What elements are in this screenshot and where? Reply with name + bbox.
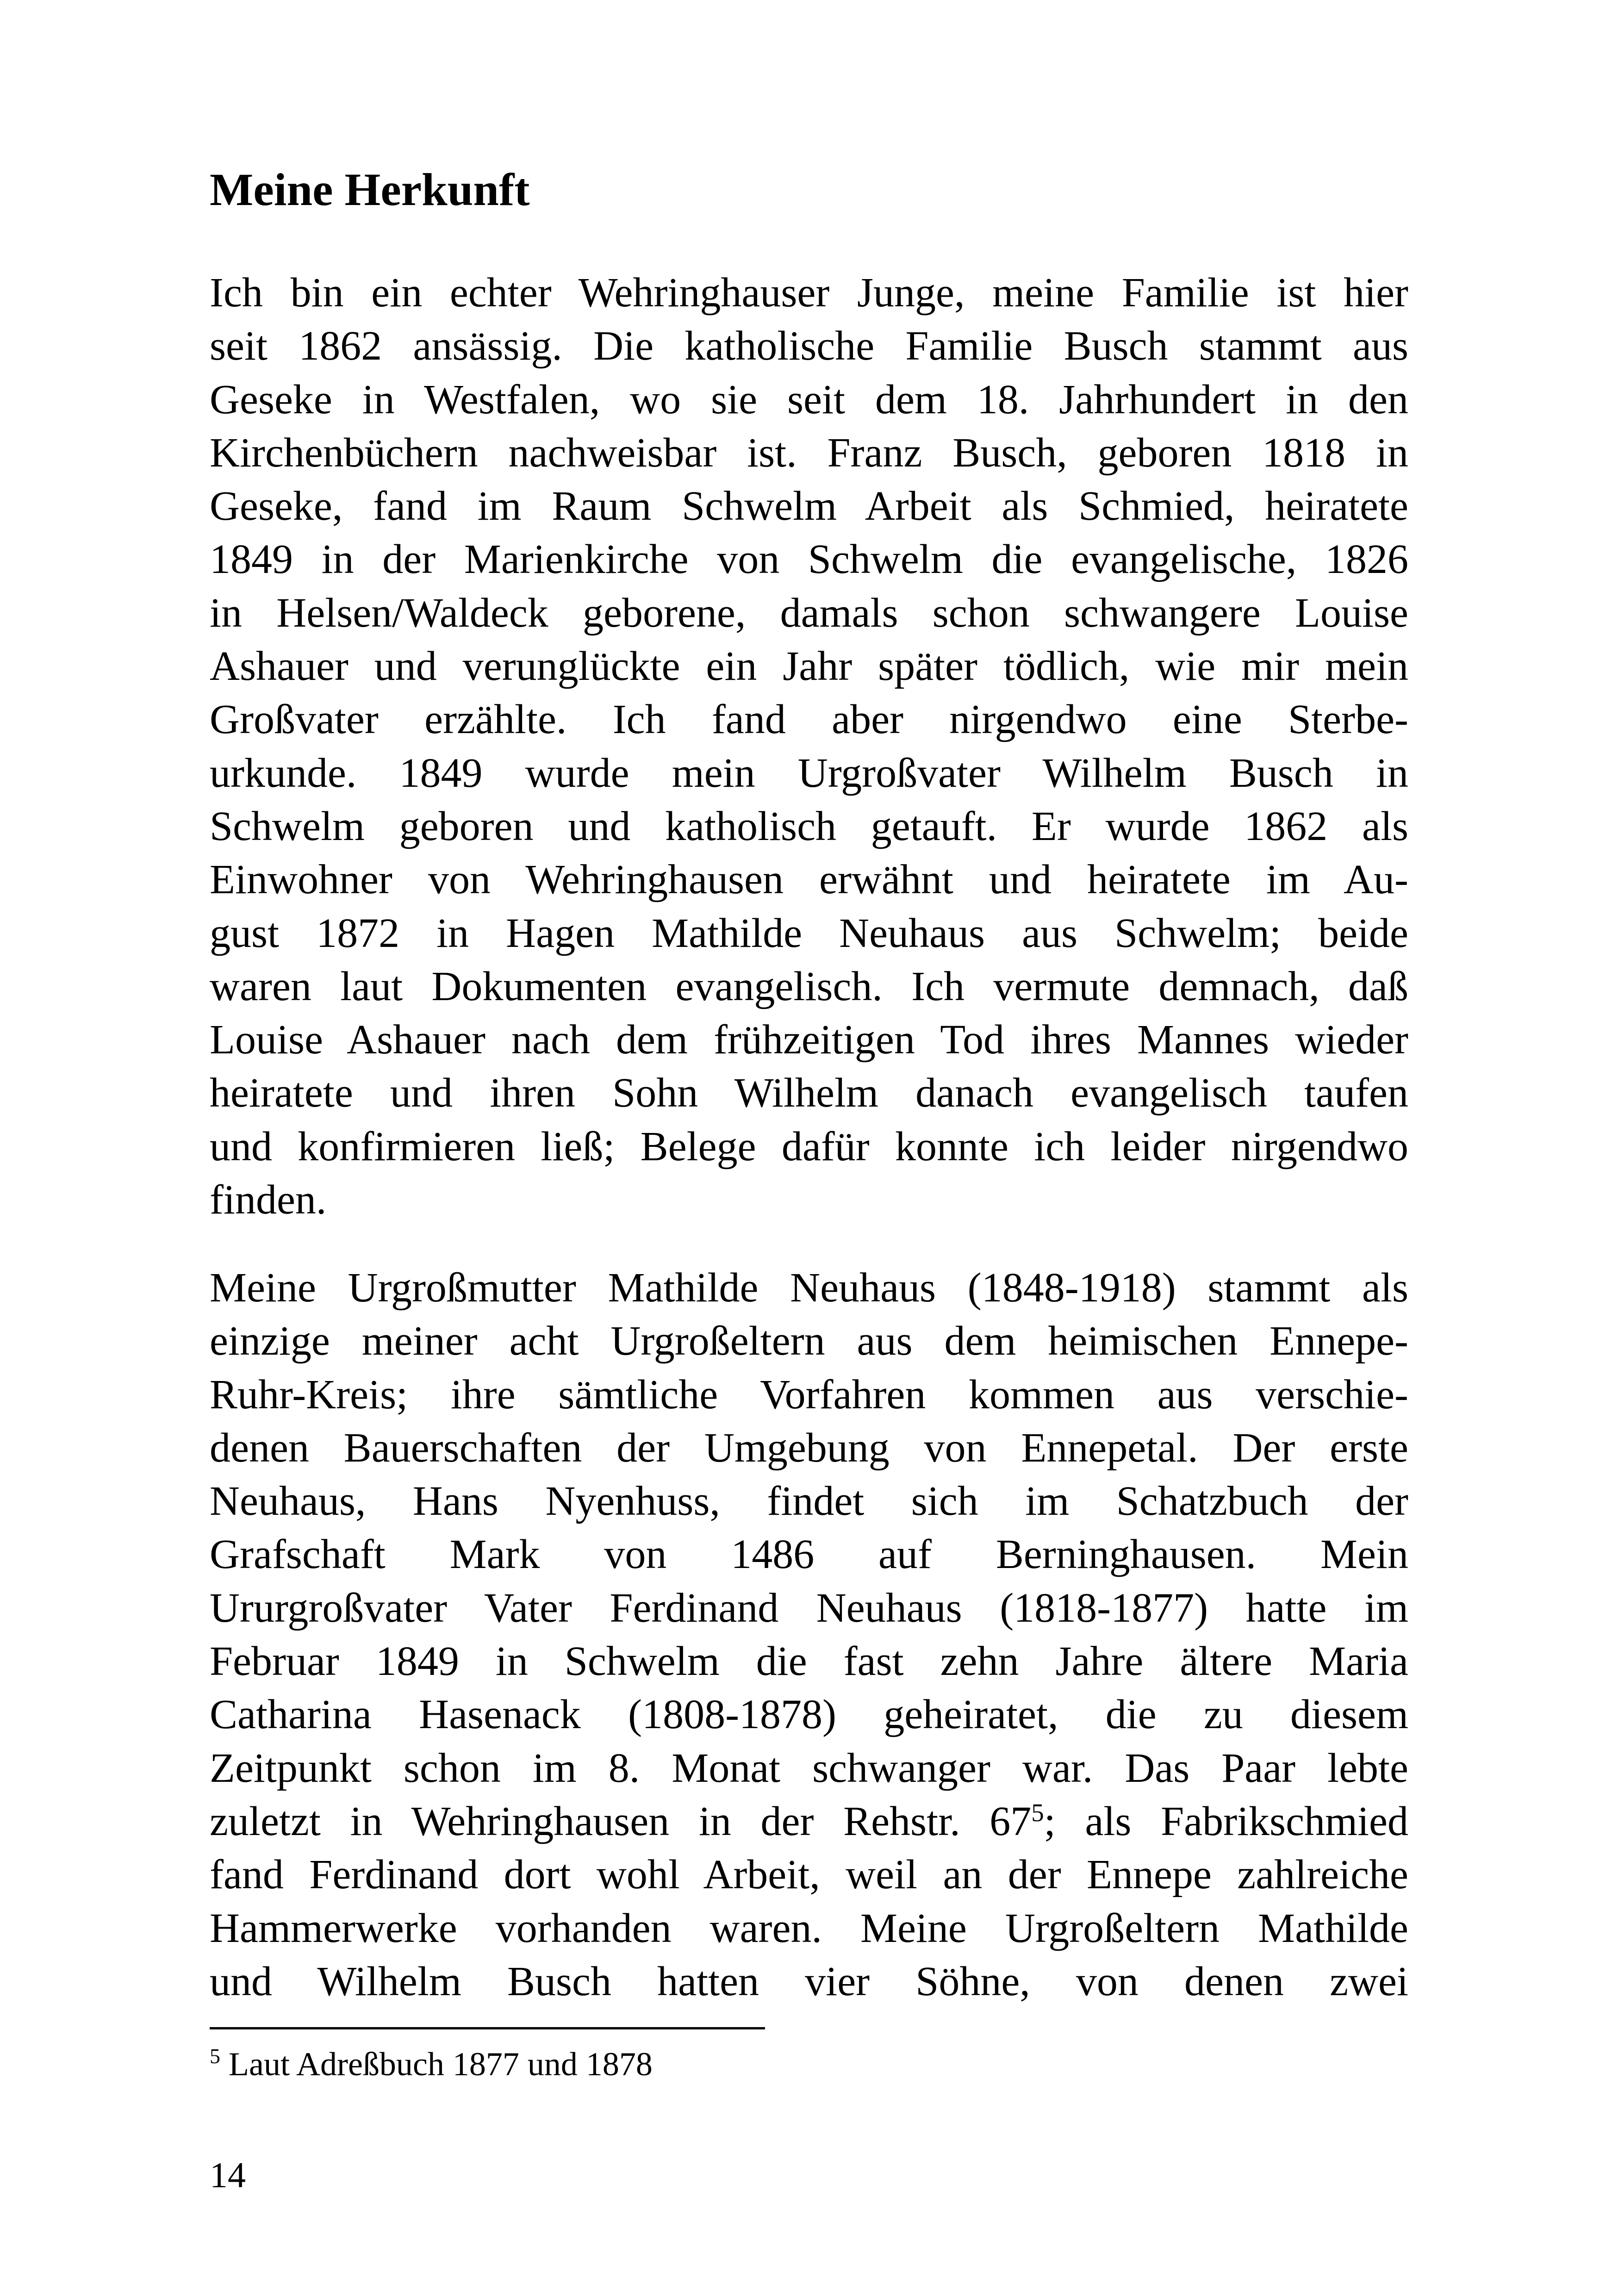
text-line: waren laut Dokumenten evangelisch. Ich vermute demnach, daß — [210, 963, 1408, 1009]
text-line: einzige meiner acht Urgroßeltern aus dem heimischen Ennepe- — [210, 1318, 1408, 1364]
text-line: fand Ferdinand dort wohl Arbeit, weil an der Ennepe zahlreiche — [210, 1852, 1408, 1898]
paragraph-1 — [210, 266, 1408, 1226]
text-line: Ruhr-Kreis; ihre sämtliche Vorfahren kommen aus verschie- — [210, 1371, 1408, 1418]
text-line-tail: ; als Fabrikschmied — [1044, 1798, 1408, 1844]
text-line: Louise Ashauer nach dem frühzeitigen Tod ihres Mannes wieder — [210, 1017, 1408, 1063]
text-line: Großvater erzählte. Ich fand aber nirgendwo eine Sterbe- — [210, 697, 1408, 743]
text-line: Grafschaft Mark von 1486 auf Berninghausen. Mein — [210, 1531, 1408, 1578]
text-line: Geseke in Westfalen, wo sie seit dem 18. Jahrhundert in den — [210, 376, 1408, 423]
footnote-divider — [210, 2027, 765, 2029]
text-line: Zeitpunkt schon im 8. Monat schwanger war. Das Paar lebte — [210, 1745, 1408, 1791]
text-line-head: zuletzt in Wehringhausen in der Rehstr. 67 — [210, 1798, 1032, 1844]
text-line: und konfirmieren ließ; Belege dafür konnte ich leider nirgendwo — [210, 1123, 1408, 1170]
text-line: Schwelm geboren und katholisch getauft. Er wurde 1862 als — [210, 803, 1408, 849]
text-line: 1849 in der Marienkirche von Schwelm die evangelische, 1826 — [210, 536, 1408, 583]
text-line: Neuhaus, Hans Nyenhuss, findet sich im Schatzbuch der — [210, 1478, 1408, 1524]
page-number: 14 — [210, 2155, 246, 2195]
text-line: Ich bin ein echter Wehringhauser Junge, meine Familie ist hier — [210, 270, 1408, 316]
text-line: und Wilhelm Busch hatten vier Söhne, von denen zwei — [210, 1958, 1408, 2004]
text-line: Meine Urgroßmutter Mathilde Neuhaus (1848-1918) stammt als — [210, 1265, 1408, 1311]
text-line: Ururgroßvater Vater Ferdinand Neuhaus (1818-1877) hatte im — [210, 1585, 1408, 1631]
text-line: gust 1872 in Hagen Mathilde Neuhaus aus Schwelm; beide — [210, 910, 1408, 956]
text-line-with-footnote-ref — [210, 1795, 1408, 1848]
text-line: in Helsen/Waldeck geborene, damals schon schwangere Louise — [210, 590, 1408, 636]
text-line: Catharina Hasenack (1808-1878) geheiratet, die zu diesem — [210, 1692, 1408, 1738]
text-line: Einwohner von Wehringhausen erwähnt und heiratete im Au- — [210, 857, 1408, 903]
text-line: denen Bauerschaften der Umgebung von Ennepetal. Der erste — [210, 1425, 1408, 1471]
footnote-marker: 5 — [210, 2044, 220, 2068]
paragraph-2 — [210, 1261, 1408, 2008]
footnote-ref[interactable]: 5 — [1031, 1798, 1044, 1827]
text-line: Kirchenbüchern nachweisbar ist. Franz Busch, geboren 1818 in — [210, 429, 1408, 476]
text-line: Hammerwerke vorhanden waren. Meine Urgroßeltern Mathilde — [210, 1905, 1408, 1951]
footnote — [210, 2043, 653, 2085]
text-line: Ashauer und verunglückte ein Jahr später tödlich, wie mir mein — [210, 643, 1408, 690]
text-line: Februar 1849 in Schwelm die fast zehn Jahre ältere Maria — [210, 1638, 1408, 1685]
footnote-text: Laut Adreßbuch 1877 und 1878 — [220, 2046, 653, 2083]
text-line: urkunde. 1849 wurde mein Urgroßvater Wilhelm Busch in — [210, 750, 1408, 796]
text-line: seit 1862 ansässig. Die katholische Familie Busch stammt aus — [210, 323, 1408, 369]
page-title: Meine Herkunft — [210, 164, 530, 215]
text-line: heiratete und ihren Sohn Wilhelm danach evangelisch taufen — [210, 1070, 1408, 1116]
text-line: finden. — [210, 1177, 327, 1223]
text-line: Geseke, fand im Raum Schwelm Arbeit als Schmied, heiratete — [210, 483, 1408, 529]
